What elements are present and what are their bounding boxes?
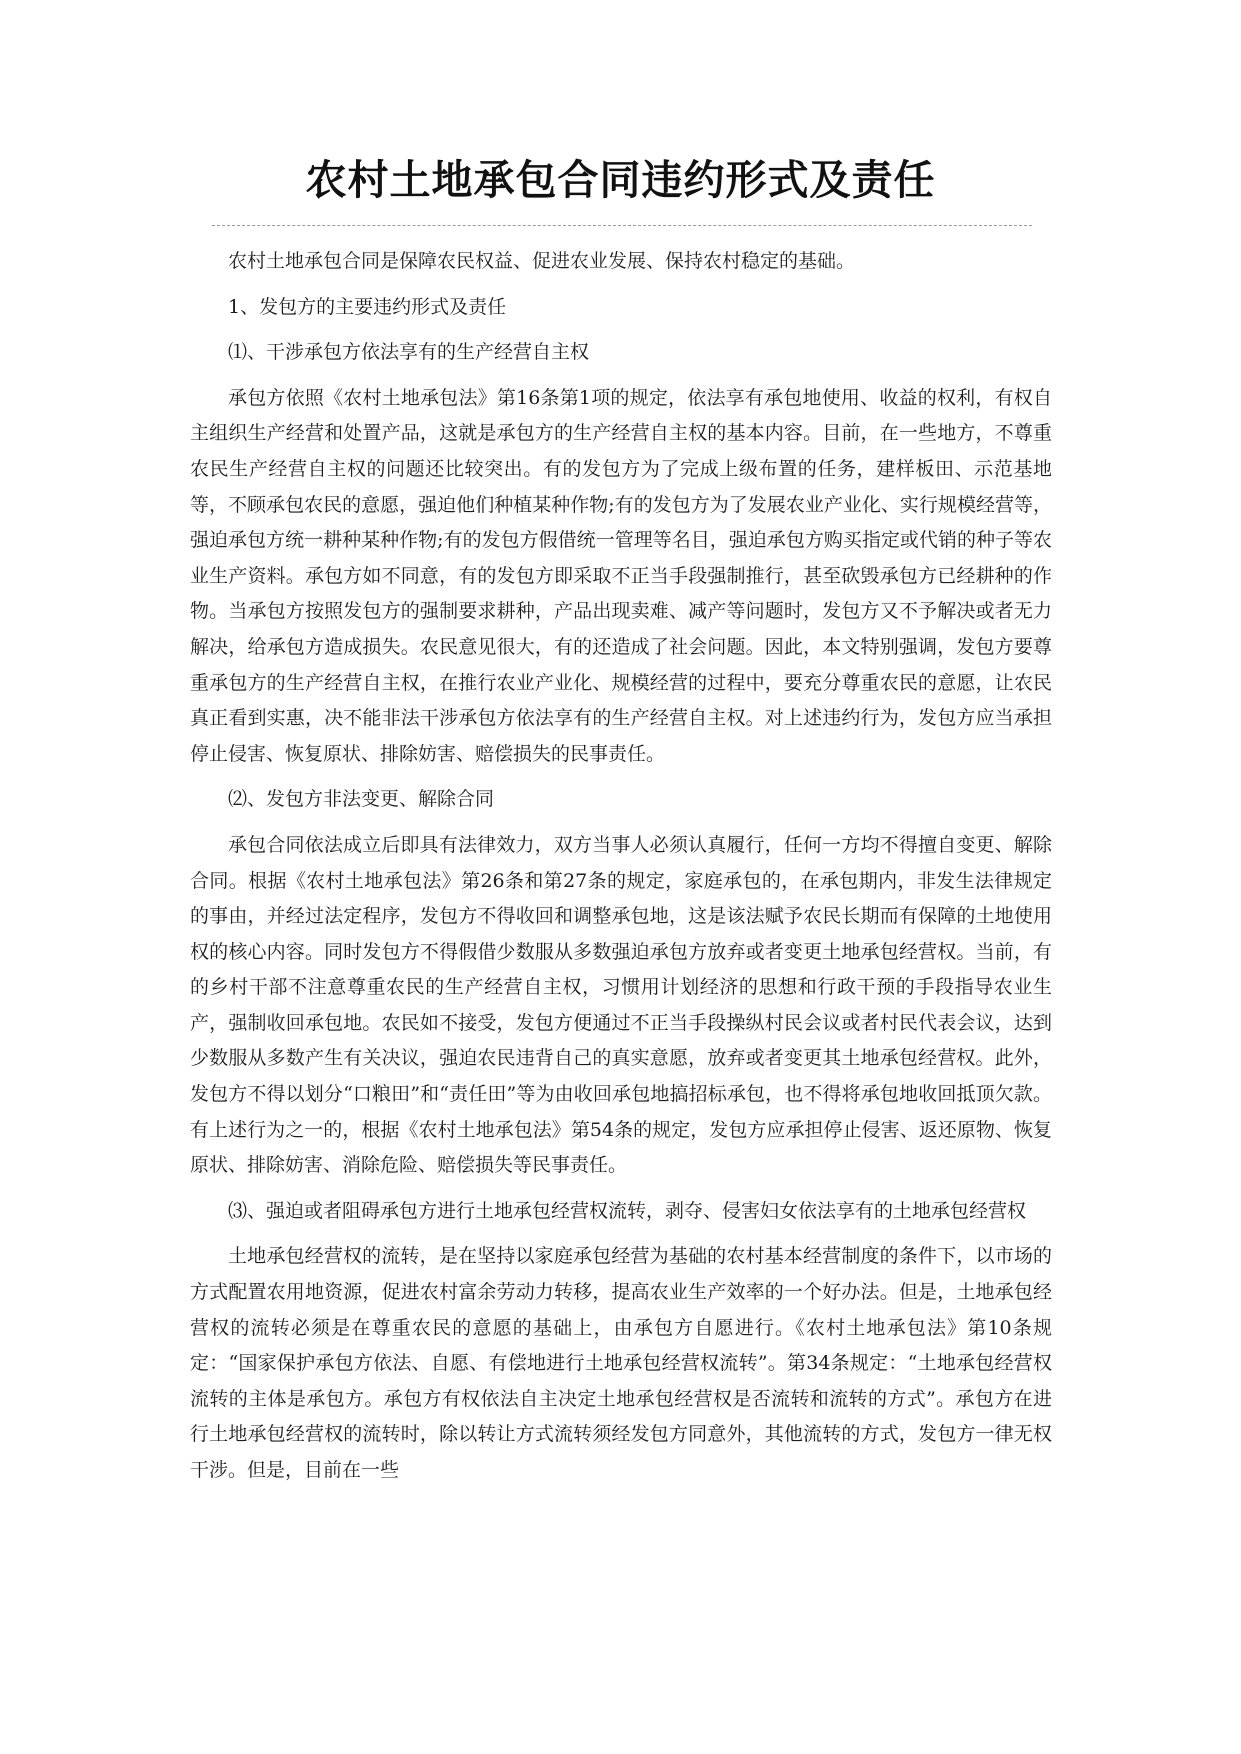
body-paragraph-1: 承包方依照《农村土地承包法》第16条第1项的规定，依法享有承包地使用、收益的权利，有权自主组织生产经营和处置产品，这就是承包方的生产经营自主权的基本内容。目前，在一些地方，不尊重农民生产经营自主权的问题还比较突出。有的发包方为了完成上级布置的任务，建样板田、示范基地等，不顾承包农民的意愿，强迫他们种植某种作物;有的发包方为了发展农业产业化、实行规模经营等，强迫承包方统一耕种某种作物;有的发包方假借统一管理等名目，强迫承包方购买指定或代销的种子等农业生产资料。承包方如不同意，有的发包方即采取不正当手段强制推行，甚至砍毁承包方已经耕种的作物。当承包方按照发包方的强制要求耕种，产品出现卖难、减产等问题时，发包方又不予解决或者无力解决，给承包方造成损失。农民意见很大，有的还造成了社会问题。因此，本文特别强调，发包方要尊重承包方的生产经营自主权，在推行农业产业化、规模经营的过程中，要充分尊重农民的意愿，让农民真正看到实惠，决不能非法干涉承包方依法享有的生产经营自主权。对上述违约行为，发包方应当承担停止侵害、恢复原状、排除妨害、赔偿损失的民事责任。 bbox=[190, 386, 1052, 765]
subsection-heading-1: ⑴、干涉承包方依法享有的生产经营自主权 bbox=[228, 341, 590, 364]
document-title: 农村土地承包合同违约形式及责任 bbox=[305, 156, 936, 204]
title-divider bbox=[212, 225, 1032, 226]
intro-paragraph: 农村土地承包合同是保障农民权益、促进农业发展、保持农村稳定的基础。 bbox=[228, 250, 856, 272]
subsection-heading-3: ⑶、强迫或者阻碍承包方进行土地承包经营权流转，剥夺、侵害妇女依法享有的土地承包经营权 bbox=[228, 1199, 1027, 1222]
body-paragraph-2: 承包合同依法成立后即具有法律效力，双方当事人必须认真履行，任何一方均不得擅自变更、解除合同。根据《农村土地承包法》第26条和第27条的规定，家庭承包的，在承包期内，非发生法律规定的事由，并经过法定程序，发包方不得收回和调整承包地，这是该法赋予农民长期而有保障的土地使用权的核心内容。同时发包方不得假借少数服从多数强迫承包方放弃或者变更土地承包经营权。当前，有的乡村干部不注意尊重农民的生产经营自主权，习惯用计划经济的思想和行政干预的手段指导农业生产，强制收回承包地。农民如不接受，发包方便通过不正当手段操纵村民会议或者村民代表会议，达到少数服从多数产生有关决议，强迫农民违背自己的真实意愿，放弃或者变更其土地承包经营权。此外，发包方不得以划分“口粮田”和“责任田”等为由收回承包地搞招标承包，也不得将承包地收回抵顶欠款。有上述行为之一的，根据《农村土地承包法》第54条的规定，发包方应承担停止侵害、返还原物、恢复原状、排除妨害、消除危险、赔偿损失等民事责任。 bbox=[190, 833, 1052, 1177]
subsection-heading-2: ⑵、发包方非法变更、解除合同 bbox=[228, 788, 495, 811]
section-heading-1: 1、发包方的主要违约形式及责任 bbox=[228, 295, 507, 318]
document-body bbox=[190, 244, 1052, 1499]
body-paragraph-3: 土地承包经营权的流转，是在坚持以家庭承包经营为基础的农村基本经营制度的条件下，以市场的方式配置农用地资源，促进农村富余劳动力转移，提高农业生产效率的一个好办法。但是，土地承包经营权的流转必须是在尊重农民的意愿的基础上，由承包方自愿进行。《农村土地承包法》第10条规定：“国家保护承包方依法、自愿、有偿地进行土地承包经营权流转”。第34条规定：“土地承包经营权流转的主体是承包方。承包方有权依法自主决定土地承包经营权是否流转和流转的方式”。承包方在进行土地承包经营权的流转时，除以转让方式流转须经发包方同意外，其他流转的方式，发包方一律无权干涉。但是，目前在一些 bbox=[190, 1245, 1052, 1481]
